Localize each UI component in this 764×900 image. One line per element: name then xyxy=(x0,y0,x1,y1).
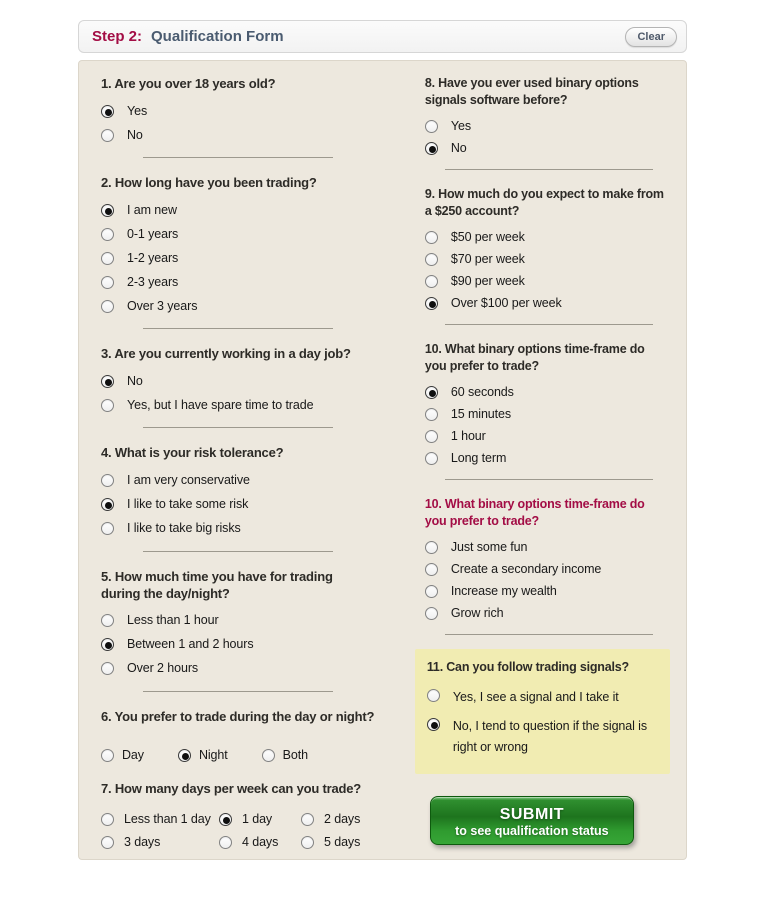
options-group xyxy=(425,381,666,469)
question-block xyxy=(101,568,415,692)
submit-button[interactable] xyxy=(430,796,634,845)
question-block xyxy=(101,174,415,329)
radio-button[interactable] xyxy=(101,813,114,826)
radio-option[interactable] xyxy=(425,115,666,137)
radio-option[interactable] xyxy=(101,517,415,541)
step-label: Step 2: xyxy=(92,28,143,45)
radio-button[interactable] xyxy=(425,541,438,554)
options-group xyxy=(101,99,415,147)
form-header xyxy=(78,20,687,53)
question-block xyxy=(101,444,415,551)
radio-option[interactable] xyxy=(425,536,666,558)
radio-button[interactable] xyxy=(301,836,314,849)
radio-label: Less than 1 hour xyxy=(127,613,219,628)
radio-label: 2-3 years xyxy=(127,274,179,289)
radio-label: Just some fun xyxy=(450,539,528,554)
radio-option[interactable] xyxy=(425,226,666,248)
radio-label: Grow rich xyxy=(450,605,504,620)
radio-button[interactable] xyxy=(219,813,232,826)
radio-option[interactable] xyxy=(301,834,415,851)
radio-option[interactable] xyxy=(219,834,301,851)
radio-label: Day xyxy=(122,748,144,763)
radio-button[interactable] xyxy=(425,231,438,244)
qualification-form-panel xyxy=(78,60,687,860)
radio-button[interactable] xyxy=(427,718,440,731)
radio-label: 15 minutes xyxy=(450,406,512,421)
radio-label: 2 days xyxy=(324,812,361,827)
divider xyxy=(445,479,653,480)
radio-option[interactable] xyxy=(425,137,666,159)
radio-label: Long term xyxy=(450,450,507,465)
radio-button[interactable] xyxy=(425,120,438,133)
radio-option[interactable] xyxy=(101,123,415,147)
radio-button[interactable] xyxy=(178,749,191,762)
radio-label: Yes, I see a signal and I take it xyxy=(452,689,619,704)
radio-button[interactable] xyxy=(101,276,114,289)
options-group xyxy=(425,226,666,314)
radio-label: $70 per week xyxy=(450,251,525,266)
radio-label: Between 1 and 2 hours xyxy=(127,637,254,652)
question-block xyxy=(101,75,415,158)
divider xyxy=(143,157,333,158)
divider xyxy=(445,324,653,325)
radio-button[interactable] xyxy=(262,749,275,762)
radio-button[interactable] xyxy=(101,638,114,651)
options-group xyxy=(101,198,415,318)
options-group xyxy=(101,747,415,764)
clear-button[interactable]: Clear xyxy=(625,27,677,47)
radio-button[interactable] xyxy=(101,614,114,627)
question-block xyxy=(101,345,415,428)
radio-label: $50 per week xyxy=(450,229,525,244)
radio-button[interactable] xyxy=(101,662,114,675)
divider xyxy=(143,328,333,329)
radio-option[interactable] xyxy=(101,198,415,222)
options-group xyxy=(425,115,666,159)
radio-label: 5 days xyxy=(324,835,361,850)
radio-option[interactable] xyxy=(101,393,415,417)
question-title: 2. How long have you been trading? xyxy=(101,175,317,191)
radio-label: Less than 1 day xyxy=(124,812,211,827)
radio-button[interactable] xyxy=(219,836,232,849)
radio-label: Over $100 per week xyxy=(450,295,562,310)
question-title: 8. Have you ever used binary options signals software before? xyxy=(424,76,639,107)
radio-button[interactable] xyxy=(425,275,438,288)
radio-label: 3 days xyxy=(124,835,161,850)
radio-option[interactable] xyxy=(425,447,666,469)
submit-sublabel: to see qualification status xyxy=(455,824,609,838)
radio-label: No xyxy=(450,140,467,155)
radio-option[interactable] xyxy=(262,747,308,764)
radio-option[interactable] xyxy=(178,747,228,764)
radio-label: 1 hour xyxy=(450,428,486,443)
radio-button[interactable] xyxy=(425,607,438,620)
radio-option[interactable] xyxy=(101,834,219,851)
question-block xyxy=(425,496,666,635)
submit-label: SUBMIT xyxy=(499,806,565,823)
radio-label: No xyxy=(127,373,143,388)
radio-label: Yes, but I have spare time to trade xyxy=(127,397,314,412)
radio-label: 0-1 years xyxy=(127,226,179,241)
question-block xyxy=(101,708,415,764)
divider xyxy=(445,169,653,170)
radio-option[interactable] xyxy=(425,425,666,447)
radio-option[interactable] xyxy=(425,270,666,292)
radio-option[interactable] xyxy=(425,403,666,425)
question-title: 11. Can you follow trading signals? xyxy=(426,660,629,674)
radio-option[interactable] xyxy=(301,811,415,828)
radio-button[interactable] xyxy=(425,142,438,155)
right-questions xyxy=(425,75,666,774)
radio-option[interactable] xyxy=(427,683,660,712)
radio-label: I am new xyxy=(127,202,177,217)
question-block xyxy=(425,75,666,170)
radio-button[interactable] xyxy=(101,228,114,241)
question-title: 10. What binary options time-frame do you prefer to trade? xyxy=(424,342,645,373)
radio-label: Night xyxy=(198,748,228,763)
radio-label: Create a secondary income xyxy=(450,561,602,576)
radio-label: Over 2 hours xyxy=(127,661,199,676)
radio-button[interactable] xyxy=(101,252,114,265)
options-group xyxy=(427,683,660,762)
options-group xyxy=(101,609,415,681)
radio-button[interactable] xyxy=(301,813,314,826)
radio-label: I like to take big risks xyxy=(127,521,241,536)
radio-label: 60 seconds xyxy=(450,384,514,399)
divider xyxy=(143,551,333,552)
radio-button[interactable] xyxy=(101,836,114,849)
radio-label: No xyxy=(127,127,143,142)
radio-label: Yes xyxy=(127,103,148,118)
divider xyxy=(143,427,333,428)
radio-option[interactable] xyxy=(425,381,666,403)
radio-button[interactable] xyxy=(427,689,440,702)
radio-button[interactable] xyxy=(425,452,438,465)
question-title: 7. How many days per week can you trade? xyxy=(101,781,362,797)
radio-label: Over 3 years xyxy=(127,298,198,313)
radio-button[interactable] xyxy=(425,563,438,576)
radio-option[interactable] xyxy=(425,292,666,314)
radio-button[interactable] xyxy=(101,399,114,412)
radio-button[interactable] xyxy=(101,204,114,217)
question-block xyxy=(101,780,415,851)
radio-button[interactable] xyxy=(425,430,438,443)
radio-button[interactable] xyxy=(101,375,114,388)
radio-button[interactable] xyxy=(101,522,114,535)
divider xyxy=(445,634,653,635)
question-block xyxy=(425,186,666,325)
radio-button[interactable] xyxy=(425,408,438,421)
radio-option[interactable] xyxy=(101,657,415,681)
radio-button[interactable] xyxy=(425,585,438,598)
radio-option[interactable] xyxy=(101,222,415,246)
question-title: 9. How much do you expect to make from a $250 account? xyxy=(424,187,664,218)
radio-label: Both xyxy=(282,748,308,763)
options-group xyxy=(101,469,415,541)
left-column xyxy=(101,73,415,859)
radio-option[interactable] xyxy=(101,609,415,633)
radio-button[interactable] xyxy=(101,498,114,511)
radio-option[interactable] xyxy=(101,811,219,828)
radio-option[interactable] xyxy=(101,469,415,493)
radio-button[interactable] xyxy=(101,749,114,762)
radio-option[interactable] xyxy=(101,493,415,517)
radio-label: I am very conservative xyxy=(127,473,250,488)
question-title: 3. Are you currently working in a day job? xyxy=(101,346,351,362)
radio-button[interactable] xyxy=(101,129,114,142)
radio-button[interactable] xyxy=(425,297,438,310)
question-title: 6. You prefer to trade during the day or night? xyxy=(101,708,375,724)
radio-option[interactable] xyxy=(101,633,415,657)
radio-button[interactable] xyxy=(425,386,438,399)
radio-label: Increase my wealth xyxy=(450,583,557,598)
radio-option[interactable] xyxy=(219,811,301,828)
radio-button[interactable] xyxy=(425,253,438,266)
radio-label: 4 days xyxy=(242,835,279,850)
radio-label: I like to take some risk xyxy=(127,497,249,512)
question-title: 5. How much time you have for trading during the day/night? xyxy=(101,568,333,601)
radio-button[interactable] xyxy=(101,300,114,313)
radio-option[interactable] xyxy=(425,248,666,270)
radio-button[interactable] xyxy=(101,474,114,487)
radio-label: $90 per week xyxy=(450,273,525,288)
radio-option[interactable] xyxy=(425,602,666,624)
question-title: 10. What binary options time-frame do you prefer to trade? xyxy=(424,497,645,528)
radio-label: Yes xyxy=(450,118,471,133)
radio-option[interactable] xyxy=(101,294,415,318)
radio-option[interactable] xyxy=(101,369,415,393)
question-block xyxy=(425,341,666,480)
divider xyxy=(143,691,333,692)
radio-option[interactable] xyxy=(425,580,666,602)
radio-option[interactable] xyxy=(427,712,660,762)
question-title: 1. Are you over 18 years old? xyxy=(101,76,276,91)
radio-option[interactable] xyxy=(101,270,415,294)
radio-option[interactable] xyxy=(101,99,415,123)
options-group xyxy=(101,811,415,851)
question-title: 4. What is your risk tolerance? xyxy=(101,445,284,461)
radio-button[interactable] xyxy=(101,105,114,118)
radio-label: 1 day xyxy=(242,812,273,827)
page-title: Qualification Form xyxy=(151,28,284,45)
right-column xyxy=(425,73,666,859)
question-block xyxy=(415,649,670,774)
options-group xyxy=(101,369,415,417)
radio-option[interactable] xyxy=(425,558,666,580)
radio-label: No, I tend to question if the signal is right or wrong xyxy=(452,718,648,754)
radio-option[interactable] xyxy=(101,246,415,270)
radio-option[interactable] xyxy=(101,747,144,764)
radio-label: 1-2 years xyxy=(127,250,179,265)
options-group xyxy=(425,536,666,624)
